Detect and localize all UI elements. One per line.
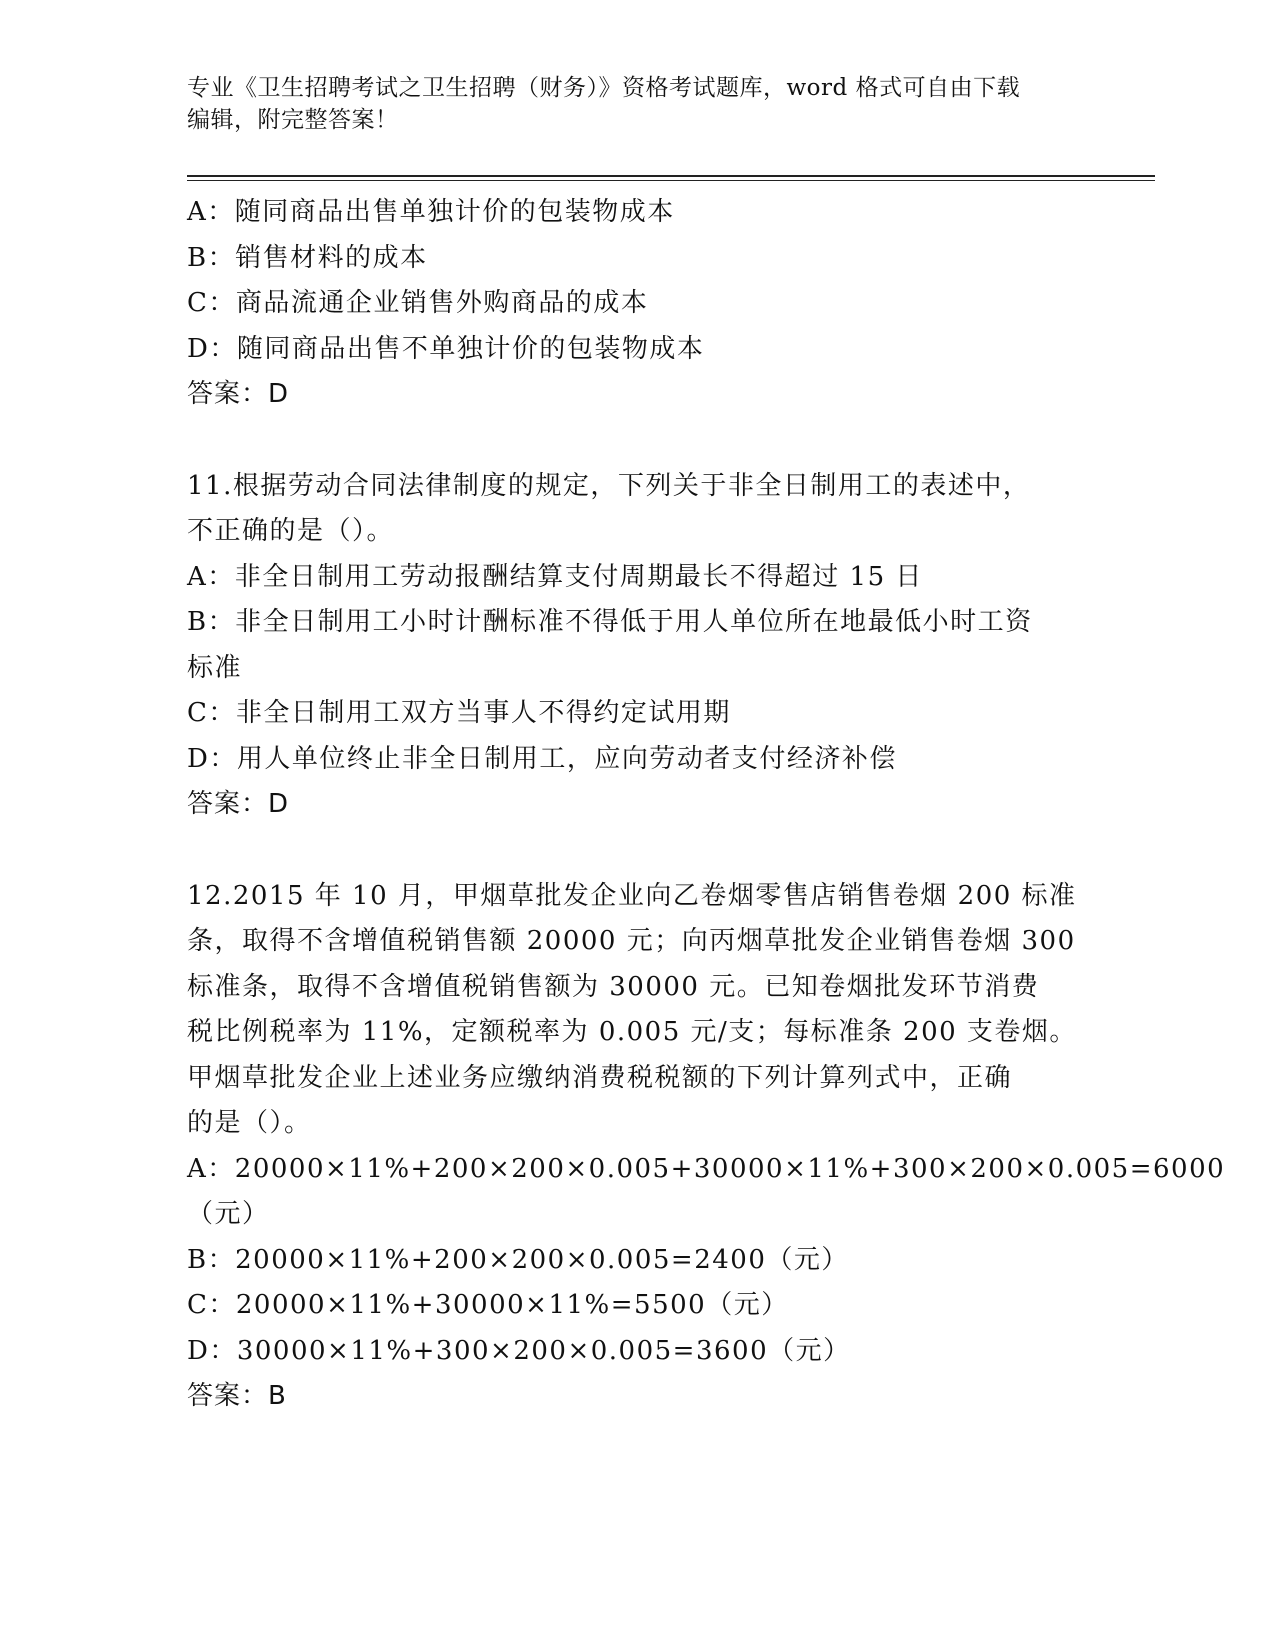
question-stem-line: 标准条，取得不含增值税销售额为 30000 元。已知卷烟批发环节消费 (187, 971, 1040, 1002)
question-11 (187, 464, 1087, 828)
question-stem-line: 条，取得不含增值税销售额 20000 元；向丙烟草批发企业销售卷烟 300 (187, 926, 1076, 956)
header-line-2: 编辑，附完整答案！ (187, 107, 399, 133)
answer-line: 答案：D (187, 789, 290, 819)
option-d: D：随同商品出售不单独计价的包装物成本 (187, 333, 705, 364)
option-d: D：30000×11%+300×200×0.005=3600（元） (187, 1335, 851, 1366)
header-divider-thick (187, 175, 1155, 177)
header-divider-thin (187, 180, 1155, 181)
question-12 (187, 874, 1226, 1420)
option-a: A：20000×11%+200×200×0.005+30000×11%+300×200×0.005=6000 (187, 1153, 1226, 1184)
question-stem-line: 甲烟草批发企业上述业务应缴纳消费税税额的下列计算列式中，正确 (187, 1062, 1013, 1093)
question-list (187, 190, 1226, 1420)
option-c: C：20000×11%+30000×11%=5500（元） (187, 1290, 789, 1320)
document-header (187, 72, 1067, 136)
question-stem-line: 税比例税率为 11%，定额税率为 0.005 元/支；每标准条 200 支卷烟。 (187, 1017, 1077, 1047)
option-c: C：非全日制用工双方当事人不得约定试用期 (187, 698, 731, 728)
answer-line: 答案：B (187, 1381, 287, 1411)
question-stem-line: 的是（）。 (187, 1108, 312, 1138)
option-a: A：非全日制用工劳动报酬结算支付周期最长不得超过 15 日 (187, 561, 923, 592)
header-line-1: 专业《卫生招聘考试之卫生招聘（财务）》资格考试题库，word 格式可自由下载 (187, 75, 1021, 101)
question-stem-line: 不正确的是（）。 (187, 516, 395, 546)
question-10 (187, 190, 1087, 418)
option-b: B：20000×11%+200×200×0.005=2400（元） (187, 1244, 849, 1275)
option-a-continued: （元） (187, 1199, 270, 1229)
option-c: C：商品流通企业销售外购商品的成本 (187, 288, 649, 318)
option-a: A：随同商品出售单独计价的包装物成本 (187, 197, 675, 227)
question-stem-line: 11.根据劳动合同法律制度的规定，下列关于非全日制用工的表述中， (187, 470, 1031, 501)
option-b: B：销售材料的成本 (187, 242, 428, 273)
spacer (187, 418, 1087, 464)
question-stem-line: 12.2015 年 10 月，甲烟草批发企业向乙卷烟零售店销售卷烟 200 标准 (187, 880, 1077, 911)
answer-line: 答案：D (187, 379, 290, 409)
spacer (187, 828, 1087, 874)
option-b: B：非全日制用工小时计酬标准不得低于用人单位所在地最低小时工资 (187, 607, 1033, 637)
option-d: D：用人单位终止非全日制用工，应向劳动者支付经济补偿 (187, 743, 897, 774)
option-b-continued: 标准 (187, 652, 243, 683)
